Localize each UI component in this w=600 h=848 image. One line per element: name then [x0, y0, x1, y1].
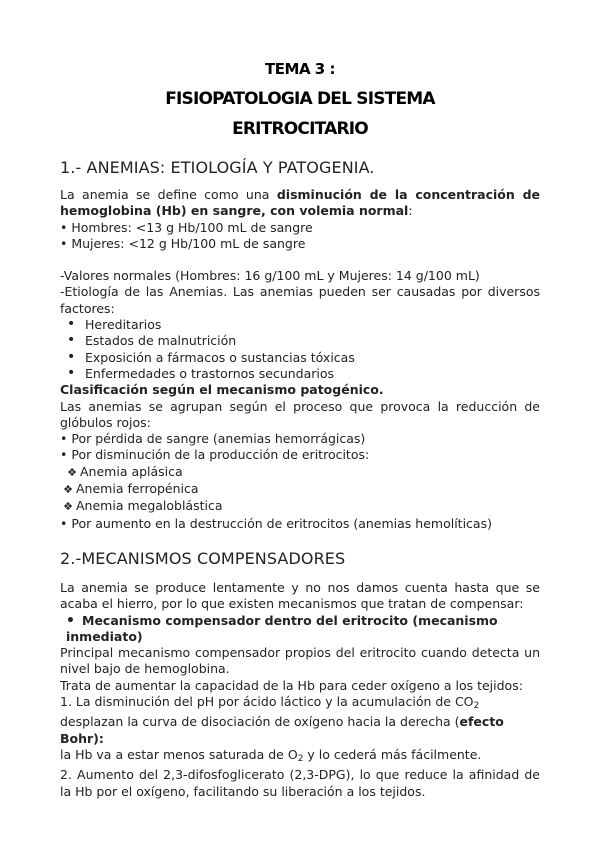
bohr-effect-label: efecto Bohr): [60, 714, 504, 746]
bullet-dot-icon: • [66, 612, 75, 629]
section2-heading: 2.-MECANISMOS COMPENSADORES [60, 548, 346, 568]
mechanism-description: Principal mecanismo compensador propios del eritrocito cuando detecta un nivel bajo de hemoglobina. [60, 645, 540, 677]
point1-line3 [60, 747, 540, 767]
definition-text: La anemia se define como una [60, 187, 277, 202]
section1-heading: 1.- ANEMIAS: ETIOLOGÍA Y PATOGENIA. [60, 158, 375, 177]
point2-paragraph: 2. Aumento del 2,3-difosfoglicerato (2,3-DPG), lo que reduce la afinidad de la Hb por el oxígeno, facilitando su liberación a los tejidos. [60, 767, 540, 799]
list-item [60, 464, 540, 481]
anemia-definition [60, 187, 540, 220]
list-item: • Hereditarios [65, 317, 540, 333]
mechanism-label: Mecanismo compensador dentro del eritrocito (mecanismo inmediato) [66, 612, 498, 644]
point1-line1 [60, 694, 540, 714]
limit-men: • Hombres: <13 g Hb/100 mL de sangre [60, 219, 313, 235]
mechanism-bullet [60, 613, 540, 646]
subscript: 2 [473, 701, 480, 712]
production-type-label: Anemia ferropénica [76, 481, 199, 497]
limit-women: • Mujeres: <12 g Hb/100 mL de sangre [60, 235, 306, 251]
classification-paragraph: Las anemias se agrupan según el proceso que provoca la reducción de glóbulos rojos: [60, 398, 540, 430]
title-topic-number: TEMA 3 : [265, 60, 335, 78]
point1-line2 [60, 714, 540, 747]
production-item: • Por disminución de la producción de eritrocitos: [60, 447, 370, 463]
diamond-bullet-icon: ❖ [67, 465, 77, 479]
subscript: 2 [297, 753, 304, 764]
definition-bold-text: disminución de la concentración de hemoglobina (Hb) en sangre, con volemia normal [60, 187, 540, 219]
destruction-item: • Por aumento en la destrucción de eritrocitos (anemias hemolíticas) [60, 515, 492, 531]
spacer [60, 252, 540, 268]
etiology-paragraph: -Etiología de las Anemias. Las anemias pueden ser causadas por diversos factores: [60, 284, 540, 316]
point1-text: y lo cederá más fácilmente. [303, 746, 482, 762]
diamond-bullet-icon: ❖ [63, 483, 73, 497]
point1-text: la Hb va a estar menos saturada de O [60, 746, 298, 762]
classification-heading: Clasificación según el mecanismo patogénico. [60, 382, 384, 398]
list-item [60, 481, 540, 498]
definition-colon: : [408, 203, 413, 219]
blood-loss-item: • Por pérdida de sangre (anemias hemorrágicas) [60, 431, 366, 447]
document-body [60, 158, 540, 800]
production-type-label: Anemia megaloblástica [76, 498, 223, 514]
list-item: • Exposición a fármacos o sustancias tóxicas [65, 350, 540, 366]
point1-text: desplazan la curva de disociación de oxígeno hacia la derecha ( [60, 714, 460, 730]
normal-values: -Valores normales (Hombres: 16 g/100 mL y Mujeres: 14 g/100 mL) [60, 268, 480, 284]
production-type-label: Anemia aplásica [80, 463, 183, 479]
list-item: • Estados de malnutrición [65, 333, 540, 349]
compensation-intro: La anemia se produce lentamente y no nos damos cuenta hasta que se acaba el hierro, por lo que existen mecanismos que tratan de compensar: [60, 579, 540, 612]
list-item: • Enfermedades o trastornos secundarios [65, 366, 540, 382]
hb-capacity-text: Trata de aumentar la capacidad de la Hb para ceder oxígeno a los tejidos: [60, 677, 523, 693]
document-title [0, 58, 600, 142]
factors-list [60, 317, 540, 382]
title-main-line: FISIOPATOLOGIA DEL SISTEMA [165, 89, 435, 109]
diamond-bullet-icon: ❖ [63, 500, 73, 514]
list-item [60, 498, 540, 515]
point1-text: 1. La disminución del pH por ácido láctico y la acumulación de CO [60, 694, 474, 710]
title-main-line-2: ERITROCITARIO [232, 119, 368, 139]
